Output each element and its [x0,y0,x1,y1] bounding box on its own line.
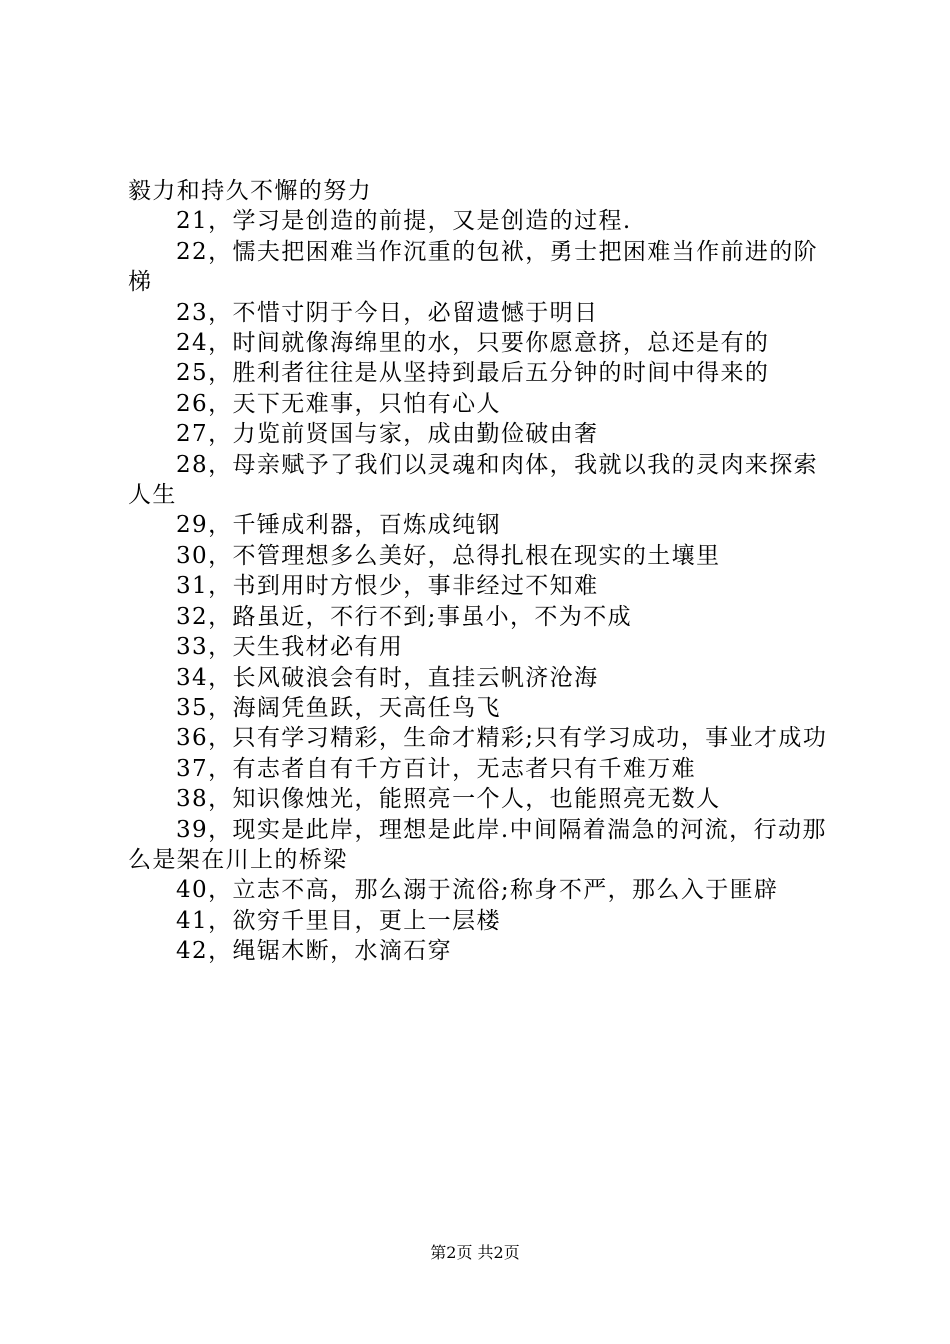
quote-paragraph: 42，绳锯木断，水滴石穿 [176,938,453,965]
quote-paragraph: 37，有志者自有千方百计，无志者只有千难万难 [176,755,697,782]
quote-paragraph: 40，立志不高，那么溺于流俗;称身不严，那么入于匪辟 [176,877,779,904]
quote-paragraph: 28，母亲赋予了我们以灵魂和肉体，我就以我的灵肉来探索人生 [128,451,819,509]
quote-paragraph: 38，知识像烛光，能照亮一个人，也能照亮无数人 [176,786,721,813]
quote-paragraph: 23，不惜寸阴于今日，必留遗憾于明日 [176,299,599,326]
quote-paragraph: 33，天生我材必有用 [176,634,404,661]
quote-paragraph: 32，路虽近，不行不到;事虽小，不为不成 [176,603,633,630]
quote-paragraph: 26，天下无难事，只怕有心人 [176,390,501,417]
quote-paragraph: 41，欲穷千里目，更上一层楼 [176,907,501,934]
quote-paragraph: 毅力和持久不懈的努力 [128,178,372,204]
quote-paragraph: 34，长风破浪会有时，直挂云帆济沧海 [176,664,599,691]
quote-paragraph: 39，现实是此岸，理想是此岸.中间隔着湍急的河流，行动那么是架在川上的桥梁 [128,816,827,873]
quote-paragraph: 27，力览前贤国与家，成由勤俭破由奢 [176,421,599,448]
quote-paragraph: 22，懦夫把困难当作沉重的包袱，勇士把困难当作前进的阶梯 [128,238,819,296]
quote-paragraph: 30，不管理想多么美好，总得扎根在现实的土壤里 [176,542,721,569]
quote-paragraph: 21，学习是创造的前提，又是创造的过程. [176,208,632,235]
page-footer [0,1243,950,1263]
quote-paragraph: 25，胜利者往往是从坚持到最后五分钟的时间中得来的 [176,360,770,387]
quote-paragraph: 29，千锤成利器，百炼成纯钢 [176,512,501,539]
page-number-label: 第2页 共2页 [430,1243,520,1262]
quote-paragraph: 36，只有学习精彩，生命才精彩;只有学习成功，事业才成功 [176,725,828,752]
quote-paragraph: 24，时间就像海绵里的水，只要你愿意挤，总还是有的 [176,330,770,357]
document-body [128,176,833,967]
quote-paragraph: 31，书到用时方恨少，事非经过不知难 [176,573,599,600]
quote-paragraph: 35，海阔凭鱼跃，天高任鸟飞 [176,694,501,721]
